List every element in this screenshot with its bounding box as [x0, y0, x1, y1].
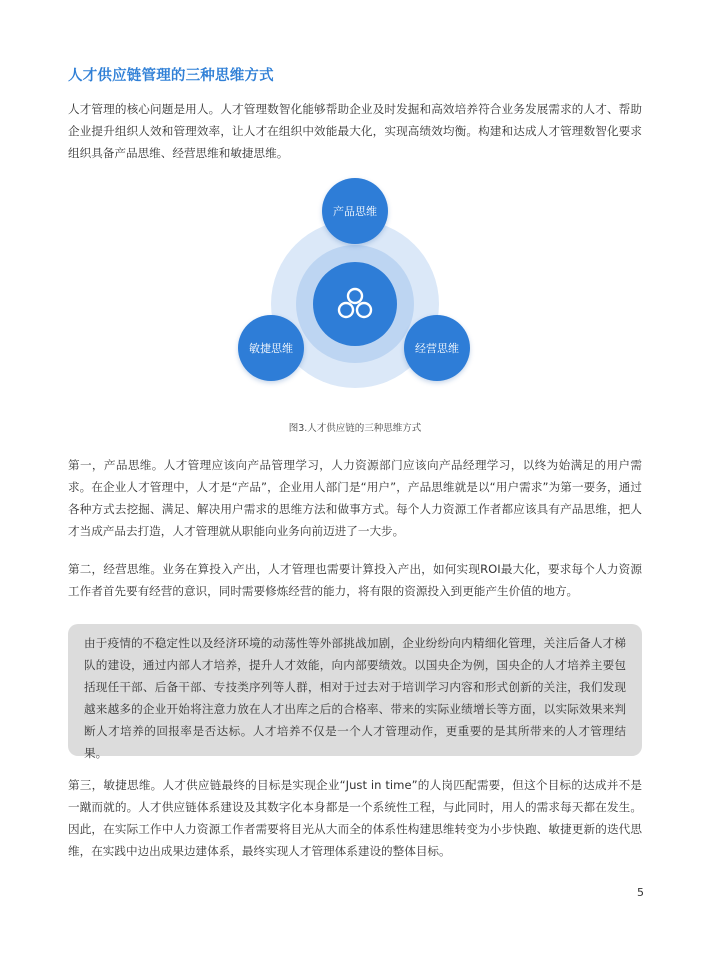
section-heading: 人才供应链管理的三种思维方式: [68, 68, 274, 84]
diagram-hub: [313, 262, 397, 346]
page-number: 5: [637, 886, 644, 899]
highlight-box: [68, 624, 642, 760]
figure-caption: 图3.人才供应链的三种思维方式: [288, 423, 422, 434]
highlight-text: 由于疫情的不稳定性以及经济环境的动荡性等外部挑战加剧，企业纷纷向内精细化管理，关注后备人才梯队的建设，通过内部人才培养，提升人才效能，向内部要绩效。以国央企为例，国央企的人才培养主要包括现任干部、后备干部、专技类序列等人群，相对于过去对于培训学习内容和形式创新的关注，我们发现越来越多的企业开始将注意力放在人才出库之后的合格率、带来的实际业绩增长等方面，以实际效果来判断人才培养的回报率是否达标。人才培养不仅是一个人才管理动作，更重要的是其所带来的人才管理结果。: [84, 636, 626, 760]
node-agile-thinking: [238, 315, 304, 381]
node-business-thinking: [404, 315, 470, 381]
node-label: 产品思维: [333, 205, 377, 218]
three-mindsets-diagram: [0, 170, 710, 400]
node-label: 敏捷思维: [249, 342, 293, 355]
node-label: 经营思维: [415, 342, 459, 355]
product-thinking-paragraph: 第一，产品思维。人才管理应该向产品管理学习，人力资源部门应该向产品经理学习，以终为始满足的用户需求。在企业人才管理中，人才是“产品”，企业用人部门是“用户”，产品思维就是以“用户需求”为第一要务，通过各种方式去挖掘、满足、解决用户需求的思维方法和做事方式。每个人力资源工作者都应该具有产品思维，把人才当成产品去打造，人才管理就从职能向业务向前迈进了一大步。: [68, 458, 642, 538]
node-product-thinking: [322, 178, 388, 244]
intro-paragraph: 人才管理的核心问题是用人。人才管理数智化能够帮助企业及时发掘和高效培养符合业务发展需求的人才、帮助企业提升组织人效和管理效率，让人才在组织中效能最大化，实现高绩效均衡。构建和达成人才管理数智化要求组织具备产品思维、经营思维和敏捷思维。: [68, 102, 642, 160]
three-circles-icon: [335, 284, 375, 324]
business-thinking-paragraph: 第二，经营思维。业务在算投入产出，人才管理也需要计算投入产出，如何实现ROI最大化，要求每个人力资源工作者首先要有经营的意识，同时需要修炼经营的能力，将有限的资源投入到更能产生价值的地方。: [68, 562, 642, 598]
agile-thinking-paragraph: 第三，敏捷思维。人才供应链最终的目标是实现企业“Just in time”的人岗匹配需要，但这个目标的达成并不是一蹴而就的。人才供应链体系建设及其数字化本身都是一个系统性工程，与此同时，用人的需求每天都在发生。因此，在实际工作中人力资源工作者需要将目光从大而全的体系性构建思维转变为小步快跑、敏捷更新的迭代思维，在实践中边出成果边建体系，最终实现人才管理体系建设的整体目标。: [68, 778, 642, 858]
